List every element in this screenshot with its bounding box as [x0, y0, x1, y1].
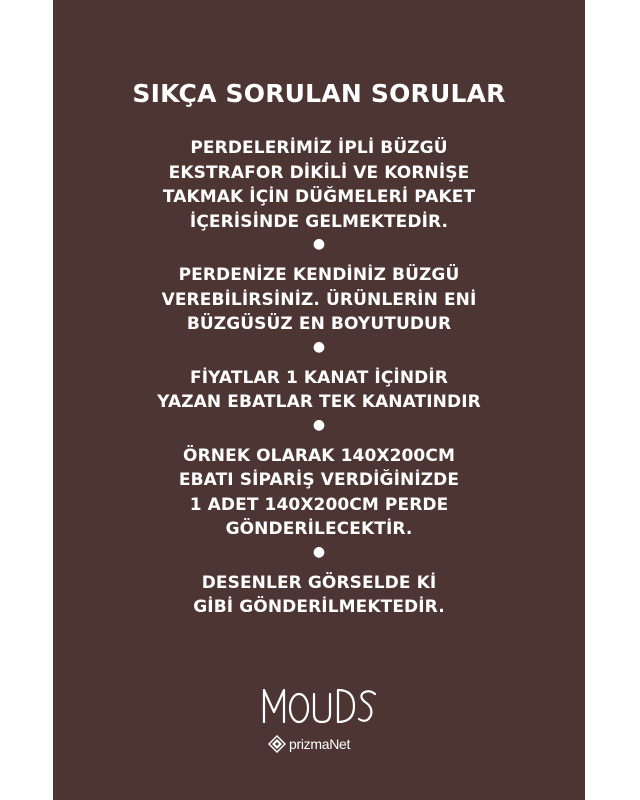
faq-line: BÜZGÜSÜZ EN BOYUTUDUR — [186, 314, 452, 334]
faq-line: ÖRNEK OLARAK 140X200CM — [183, 445, 455, 466]
faq-line: FİYATLAR 1 KANAT İÇİNDİR — [190, 367, 448, 388]
page-title: SIKÇA SORULAN SORULAR — [132, 79, 506, 108]
brand-logo — [53, 684, 585, 764]
faq-line: GÖNDERİLECEKTİR. — [225, 519, 413, 539]
faq-item — [53, 444, 585, 542]
faq-item — [53, 263, 585, 337]
faq-line: EKSTRAFOR DİKİLİ VE KORNİŞE — [168, 162, 470, 183]
faq-line: EBATI SİPARİŞ VERDİĞİNİZDE — [178, 470, 460, 490]
faq-line: PERDENİZE KENDİNİZ BÜZGÜ — [178, 265, 460, 285]
faq-item — [53, 136, 585, 234]
faq-line: TAKMAK İÇİN DÜĞMELERİ PAKET — [162, 187, 476, 207]
faq-list — [53, 136, 585, 620]
faq-item — [53, 571, 585, 620]
prizmanet-emblem-icon — [268, 735, 286, 753]
bullet-separator: ● — [312, 543, 326, 560]
faq-line: GİBİ GÖNDERİLMEKTEDİR. — [193, 597, 445, 617]
faq-panel — [53, 0, 585, 800]
faq-line: VEREBİLİRSİNİZ. ÜRÜNLERİN ENİ — [161, 289, 477, 310]
faq-line: DESENLER GÖRSELDE Kİ — [201, 572, 437, 593]
faq-line: 1 ADET 140X200CM PERDE — [189, 494, 449, 515]
bullet-separator: ● — [312, 416, 326, 433]
prizmanet-logo — [268, 734, 350, 754]
faq-line: YAZAN EBATLAR TEK KANATINDIR — [157, 392, 481, 412]
faq-item — [53, 366, 585, 415]
bullet-separator: ● — [312, 338, 326, 355]
faq-line: İÇERİSİNDE GELMEKTEDİR. — [189, 211, 449, 232]
faq-line: PERDELERİMİZ İPLİ BÜZGÜ — [190, 138, 448, 158]
bullet-separator: ● — [312, 236, 326, 252]
mouds-wordmark-logo — [261, 684, 379, 728]
prizmanet-label: prizmaNet — [289, 736, 351, 752]
